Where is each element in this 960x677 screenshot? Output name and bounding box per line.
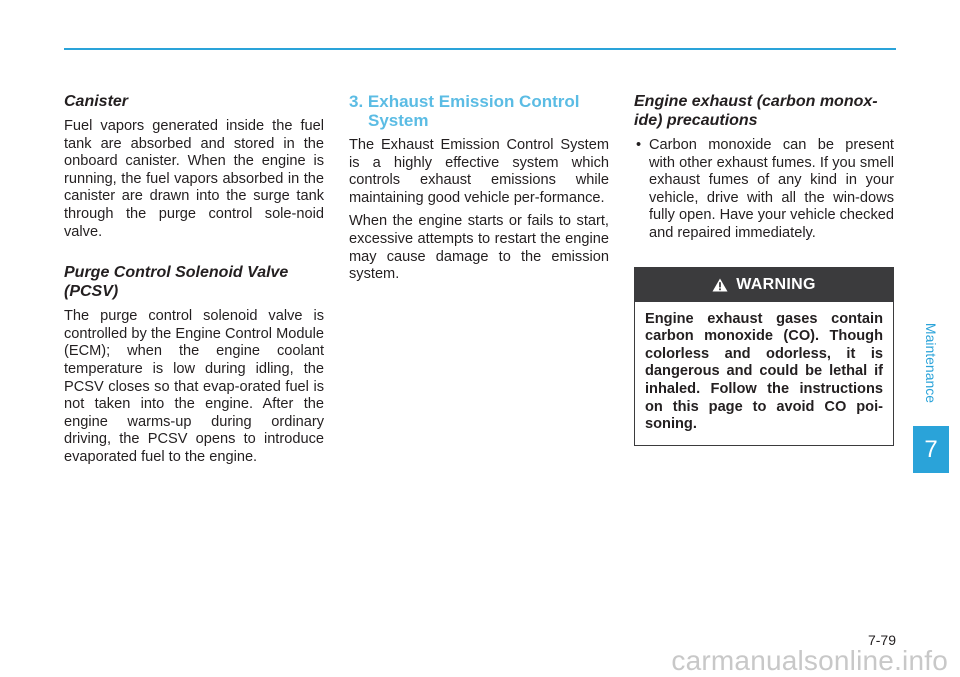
- list-item: • Carbon monoxide can be present with other exhaust fumes. If you smell exhaust fumes of any kind in your vehicle, drive with all the win-dows fully open. Have your vehicle checked and repaired immediately.: [634, 137, 894, 243]
- chapter-tab: 7: [913, 426, 949, 473]
- pcsv-heading: Purge Control Solenoid Valve (PCSV): [64, 264, 289, 301]
- warning-header: [635, 268, 893, 302]
- exhaust-precautions-heading: Engine exhaust (carbon monox-ide) precautions: [634, 93, 878, 129]
- section-heading: 3. Exhaust Emission Control System: [349, 92, 580, 130]
- pcsv-text: The purge control solenoid valve is controlled by the Engine Control Module (ECM); when the engine coolant temperature is low during idling, the PCSV closes so that evap-orated fuel is not taken into the engine. After the engine warms-up during ordinary driving, the PCSV opens to introduce evaporated fuel to the engine.: [64, 308, 324, 465]
- warning-triangle-icon: [712, 278, 728, 292]
- page-number: 7-79: [867, 632, 896, 648]
- emission-para-2: When the engine starts or fails to start, excessive attempts to restart the engine may cause damage to the emission system.: [349, 213, 609, 283]
- precautions-list: [634, 137, 894, 243]
- canister-text: Fuel vapors generated inside the fuel tank are absorbed and stored in the onboard canister. When the engine is running, the fuel vapors absorbed in the canister are drawn into the surge tank through the purge control sole-noid valve.: [64, 118, 324, 240]
- column-2: [349, 92, 609, 284]
- emission-para-1: The Exhaust Emission Control System is a highly effective system which controls exhaust emissions while maintaining good vehicle per-formance.: [349, 137, 609, 206]
- section-label-text: Maintenance: [923, 322, 940, 404]
- column-3: [634, 92, 894, 446]
- top-rule: [64, 48, 896, 50]
- watermark: carmanualsonline.info: [671, 645, 948, 676]
- column-1: [64, 92, 324, 467]
- warning-box: [634, 267, 894, 446]
- warning-text: Engine exhaust gases contain carbon monoxide (CO). Though colorless and odorless, it is dangerous and could be lethal if inhaled. Follow the instructions on this page to avoid CO poi-soning.: [645, 310, 883, 433]
- warning-title: WARNING: [736, 275, 816, 293]
- canister-heading: Canister: [64, 93, 129, 110]
- section-side-label: [920, 308, 942, 418]
